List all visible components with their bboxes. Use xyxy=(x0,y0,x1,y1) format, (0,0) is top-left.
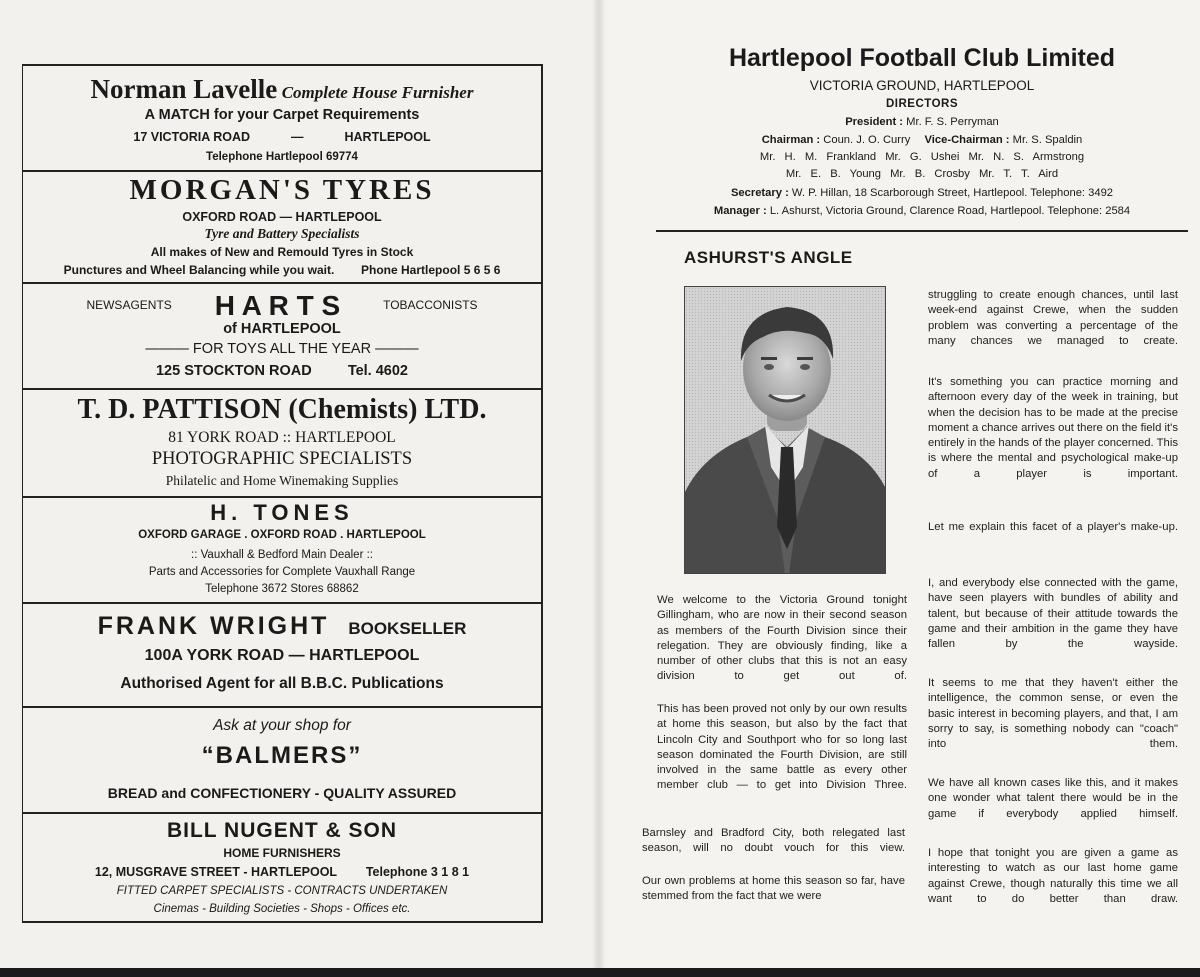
article-title: ASHURST'S ANGLE xyxy=(684,248,853,267)
ad-morgans-tyres xyxy=(23,170,541,284)
ad-nugent-line2: Cinemas - Building Societies - Shops - Offices etc. xyxy=(153,903,411,915)
ad-h-tones xyxy=(23,496,541,604)
manager-label: Manager : xyxy=(713,205,767,217)
ad-harts-address: 125 STOCKTON ROAD xyxy=(155,363,312,379)
ad-nugent-line1: FITTED CARPET SPECIALISTS - CONTRACTS UNDERTAKEN xyxy=(116,885,448,897)
ad-tones-phone: Telephone 3672 Stores 68862 xyxy=(205,583,359,595)
article-right-paragraph-1: struggling to create enough chances, until last week-end against Crewe, when the sudden problem was converting a percentage of the many chances we managed to create. xyxy=(928,289,1178,347)
club-name: Hartlepool Football Club Limited xyxy=(728,44,1116,72)
president-name: Mr. F. S. Perryman xyxy=(906,116,999,128)
article-right-paragraph-5: It seems to me that they haven't either the intelligence, the common sense, or even the basic interest in becoming players, and that, I am sorry to say, is something nobody can "coach" into them. xyxy=(928,677,1178,751)
ad-harts-of: of HARTLEPOOL xyxy=(223,321,341,337)
ad-morgans-phone: Phone Hartlepool 5 6 5 6 xyxy=(361,263,501,277)
club-ground: VICTORIA GROUND, HARTLEPOOL xyxy=(809,78,1035,93)
club-directors-heading: DIRECTORS xyxy=(885,98,959,110)
ad-lavelle-dash: — xyxy=(291,130,304,144)
vice-chairman-name: Mr. S. Spaldin xyxy=(1012,134,1083,146)
ad-balmers-ask: Ask at your shop for xyxy=(213,717,351,734)
secretary-label: Secretary : xyxy=(730,187,789,199)
ad-wright-address: 100A YORK ROAD — HARTLEPOOL xyxy=(144,647,420,664)
ad-morgans-line1: All makes of New and Remould Tyres in Stock xyxy=(150,245,414,259)
ad-lavelle-address: 17 VICTORIA ROAD xyxy=(133,130,251,144)
ad-balmers-name: “BALMERS” xyxy=(201,742,363,769)
ad-lavelle-tagline: Complete House Furnisher xyxy=(281,83,474,102)
ad-harts-tel: Tel. 4602 xyxy=(347,363,409,379)
article-left-paragraph-2: This has been proved not only by our own results at home this season, but also by the fact that Lincoln City and Southport who for so long last season dominated the Fourth Division, are still involved in the same battle as every other member club — to get into Division Three. xyxy=(657,703,907,792)
ad-tones-dealer: :: Vauxhall & Bedford Main Dealer :: xyxy=(191,549,373,561)
ad-td-pattison xyxy=(23,388,541,498)
article-right-paragraph-3: Let me explain this facet of a player's make-up. xyxy=(928,521,1178,533)
ad-wright-line: Authorised Agent for all B.B.C. Publications xyxy=(120,675,444,692)
ad-morgans-specialists: Tyre and Battery Specialists xyxy=(204,226,360,241)
advertisements-panel xyxy=(22,64,543,923)
ad-wright-name: FRANK WRIGHT xyxy=(97,612,330,640)
ad-tones-name: H. TONES xyxy=(210,500,354,525)
secretary-details: W. P. Hillan, 18 Scarborough Street, Hartlepool. Telephone: 3492 xyxy=(791,187,1114,199)
ad-lavelle-town: HARTLEPOOL xyxy=(344,130,431,144)
ad-harts-newsagents: NEWSAGENTS xyxy=(86,298,172,312)
ad-tones-address: OXFORD GARAGE . OXFORD ROAD . HARTLEPOOL xyxy=(138,529,426,541)
ad-harts-tobacconists: TOBACCONISTS xyxy=(383,298,478,312)
ad-balmers xyxy=(23,706,541,814)
president-label: President : xyxy=(845,116,904,128)
ad-morgans-line2: Punctures and Wheel Balancing while you wait. xyxy=(63,263,335,277)
ad-lavelle-phone: Telephone Hartlepool 69774 xyxy=(206,151,358,163)
header-rule xyxy=(656,230,1188,232)
ad-morgans-address: OXFORD ROAD — HARTLEPOOL xyxy=(182,210,382,224)
article-left-paragraph-3: Barnsley and Bradford City, both relegated last season, will no doubt vouch for this view. xyxy=(642,827,905,855)
article-right-paragraph-6: We have all known cases like this, and it makes one wonder what talent there would be in the game if everybody applied himself. xyxy=(928,777,1178,820)
page-gutter xyxy=(592,0,606,977)
ad-nugent-sub: HOME FURNISHERS xyxy=(223,846,341,860)
ad-lavelle-line1: A MATCH for your Carpet Requirements xyxy=(144,107,420,123)
ad-harts xyxy=(23,282,541,390)
ad-nugent-name: BILL NUGENT & SON xyxy=(166,819,398,842)
ad-pattison-address: 81 YORK ROAD :: HARTLEPOOL xyxy=(168,429,396,446)
chairman-label: Chairman : xyxy=(761,134,821,146)
ad-harts-toys: ——— FOR TOYS ALL THE YEAR ——— xyxy=(145,341,419,357)
article-left-paragraph-4: Our own problems at home this season so far, have stemmed from the fact that we were xyxy=(642,875,905,903)
manager-photo xyxy=(684,286,886,574)
ad-pattison-line: Philatelic and Home Winemaking Supplies xyxy=(165,473,399,488)
ad-nugent-address: 12, MUSGRAVE STREET - HARTLEPOOL xyxy=(94,865,337,879)
directors-row-1: Mr. H. M. Frankland Mr. G. Ushei Mr. N. S. Armstrong xyxy=(759,151,1085,163)
manager-details: L. Ashurst, Victoria Ground, Clarence Road, Hartlepool. Telephone: 2584 xyxy=(769,205,1131,217)
article-right-paragraph-2: It's something you can practice morning and afternoon every day of the week in training, but when the decision has to be made at the precise moment a chance arrives out there on the field it's entirely in the hands of the player concerned. This is where the mental and psychological make-up of a player is important. xyxy=(928,376,1178,480)
article-left-paragraph-1: We welcome to the Victoria Ground tonight Gillingham, who are now in their second season as members of the Fourth Division since their relegation. They are obviously finding, like a number of other clubs that this is not an easy division to get out of. xyxy=(657,594,907,683)
ad-norman-lavelle xyxy=(23,66,541,172)
ad-balmers-line: BREAD and CONFECTIONERY - QUALITY ASSURED xyxy=(107,785,457,801)
ad-wright-trade: BOOKSELLER xyxy=(348,619,467,638)
ad-morgans-name: MORGAN'S TYRES xyxy=(129,174,435,206)
ad-frank-wright xyxy=(23,602,541,708)
bottom-edge xyxy=(0,968,1200,977)
directors-row-2: Mr. E. B. Young Mr. B. Crosby Mr. T. T. Aird xyxy=(785,168,1059,180)
article-right-paragraph-4: I, and everybody else connected with the game, have seen players with bundles of ability and talent, but because of their attitude towards the game and their ambition in the game they have fallen by the wayside. xyxy=(928,577,1178,651)
ad-bill-nugent xyxy=(23,812,541,921)
chairman-name: Coun. J. O. Curry xyxy=(823,134,911,146)
manager-portrait-image xyxy=(685,287,885,573)
ad-lavelle-name: Norman Lavelle xyxy=(90,74,278,104)
ad-pattison-name: T. D. PATTISON (Chemists) LTD. xyxy=(77,394,487,425)
ad-nugent-phone: Telephone 3 1 8 1 xyxy=(365,865,470,879)
ad-pattison-specialists: PHOTOGRAPHIC SPECIALISTS xyxy=(151,449,413,469)
ad-harts-name: H A R T S xyxy=(214,290,341,321)
vice-chairman-label: Vice-Chairman : xyxy=(924,134,1010,146)
article-right-paragraph-7: I hope that tonight you are given a game as interesting to watch as our last home game against Crewe, though naturally this time we all want to do better than draw. xyxy=(928,847,1178,905)
ad-tones-parts: Parts and Accessories for Complete Vauxhall Range xyxy=(148,566,416,578)
